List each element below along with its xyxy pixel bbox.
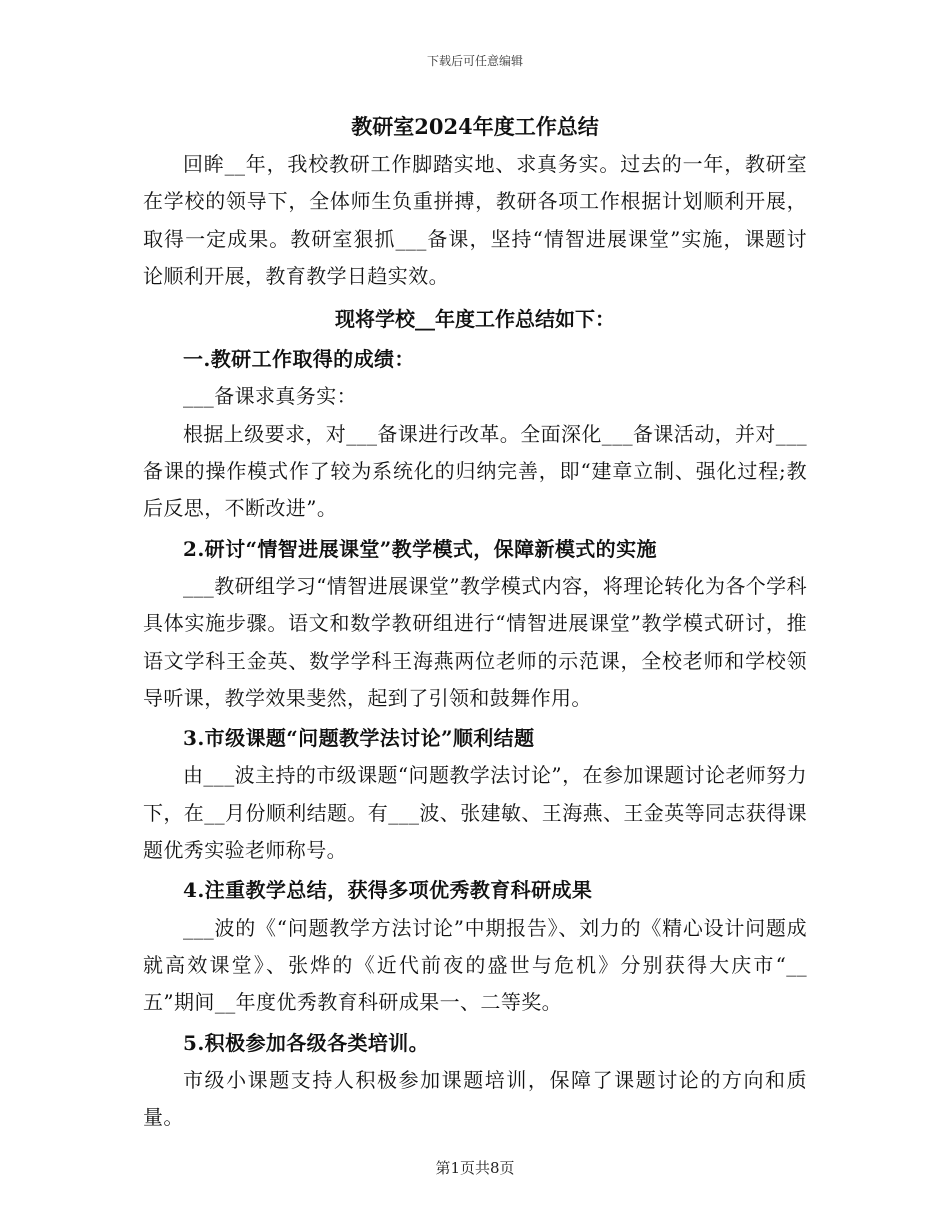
summary-heading: 现将学校__年度工作总结如下： (335, 307, 615, 332)
section-1-heading: 一.教研工作取得的成绩： (183, 347, 415, 372)
section-2-heading: 2.研讨“情智进展课堂”教学模式，保障新模式的实施 (183, 536, 657, 561)
section-5-heading: 5.积极参加各级各类培训。 (183, 1030, 430, 1055)
section-2-body: ___教研组学习“情智进展课堂”教学模式内容，将理论转化为各个学科具体实施步骤。语文和数学教研组进行“情智进展课堂”教学模式研讨，推语文学科王金英、数学学科王海燕两位老师的示范课，全校老师和学校领导听课，教学效果斐然，起到了引领和鼓舞作用。 (143, 573, 807, 710)
page-number: 第1页共8页 (435, 1159, 515, 1177)
section-4-body: ___波的《“问题教学方法讨论”中期报告》、刘力的《精心设计问题成就高效课堂》、张烨的《近代前夜的盛世与危机》分别获得大庆市“__五”期间__年度优秀教育科研成果一、二等奖。 (143, 915, 807, 1015)
section-1-body: 根据上级要求，对___备课进行改革。全面深化___备课活动，并对___备课的操作模式作了较为系统化的归纳完善，即“建章立制、强化过程;教后反思，不断改进”。 (143, 421, 807, 521)
section-1-subheading: ___备课求真务实： (183, 384, 357, 409)
section-3-body: 由___波主持的市级课题“问题教学法讨论”，在参加课题讨论老师努力下，在__月份顺利结题。有___波、张建敏、王海燕、王金英等同志获得课题优秀实验老师称号。 (143, 763, 807, 863)
section-3-heading: 3.市级课题“问题教学法讨论”顺利结题 (183, 726, 535, 751)
section-5-body: 市级小课题支持人积极参加课题培训，保障了课题讨论的方向和质量。 (143, 1067, 807, 1130)
intro-paragraph: 回眸__年，我校教研工作脚踏实地、求真务实。过去的一年，教研室在学校的领导下，全体师生负重拼搏，教研各项工作根据计划顺利开展，取得一定成果。教研室狠抓___备课，坚持“情智进展课堂”实施，课题讨论顺利开展，教育教学日趋实效。 (143, 152, 807, 288)
section-4-heading: 4.注重教学总结，获得多项优秀教育科研成果 (183, 878, 593, 903)
page-header-note: 下载后可任意编辑 (426, 54, 523, 68)
document-title: 教研室2024年度工作总结 (351, 114, 599, 139)
document-body (143, 110, 807, 1136)
